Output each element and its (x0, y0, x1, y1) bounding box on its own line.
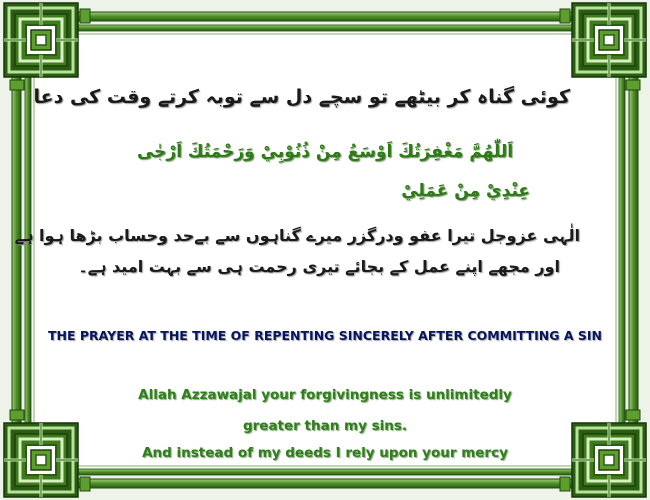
urdu-translation-line-2: اور مجھے اپنے عمل کے بجائے تیری رحمت ہی سے بہت امید ہے۔ (78, 257, 560, 276)
corner-ornament-top-left (4, 3, 78, 77)
urdu-translation-line-1: الٰہی عزوجل تیرا عفو ودرگزر میرے گناہوں سے بےحد وحساب بڑھا ہوا ہے (14, 226, 580, 245)
arabic-dua-line-1: اَللّٰهُمَّ مَغْفِرَتُكَ اَوْسَعُ مِنْ ذُنُوْبِيْ وَرَحْمَتُكَ اَرْجٰى (136, 142, 514, 162)
english-heading: THE PRAYER AT THE TIME OF REPENTING SINCERELY AFTER COMMITTING A SIN (48, 328, 602, 343)
urdu-title: کوئی گناہ کر بیٹھے تو سچے دل سے توبہ کرتے وقت کی دعا (33, 86, 570, 108)
english-translation-line-3: And instead of my deeds I rely upon your mercy (142, 445, 508, 461)
english-translation-line-1: Allah Azzawajal your forgivingness is unlimitedly (138, 387, 512, 403)
english-translation-line-2: greater than my sins. (242, 418, 408, 434)
arabic-dua-line-2: عِنْدِيْ مِنْ عَمَلِيْ (401, 181, 530, 201)
corner-ornament-top-right (572, 3, 646, 77)
